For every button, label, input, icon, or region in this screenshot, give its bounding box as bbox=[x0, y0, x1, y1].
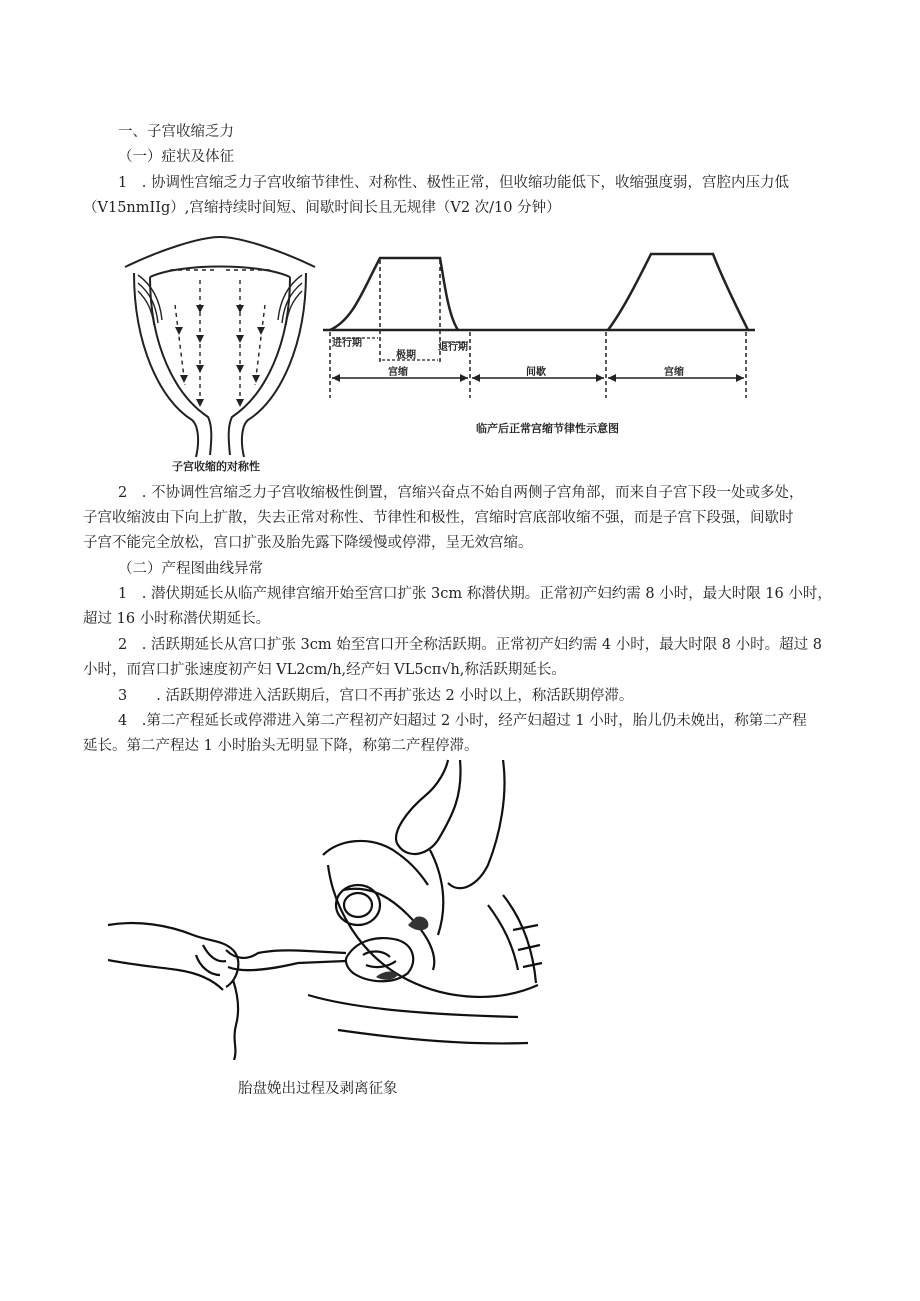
placenta-delivery-figure bbox=[108, 755, 548, 1060]
subheading-symptoms: （一）症状及体征 bbox=[118, 149, 234, 165]
uterus-symmetry-figure bbox=[120, 225, 320, 475]
paragraph-1-line-1: 1 . 协调性宫缩乏力子宫收缩节律性、对称性、极性正常，但收缩功能低下，收缩强度弱，宫腔内压力低 bbox=[118, 175, 789, 191]
label-peak: 极期 bbox=[396, 350, 416, 361]
placenta-caption-text: 胎盘娩出过程及剥离征象 bbox=[238, 1081, 398, 1097]
label-decrement: 退行期 bbox=[438, 342, 468, 353]
item-1-line-2: 超过 16 小时称潜伏期延长。 bbox=[83, 611, 271, 627]
item-2-line-1: 2 . 活跃期延长从宫口扩张 3cm 始至宫口开全称活跃期。正常初产妇约需 4 小时，最大时限 8 小时。超过 8 bbox=[118, 637, 822, 653]
contraction-rhythm-figure bbox=[318, 240, 763, 450]
paragraph-2-line-3: 子宫不能完全放松，宫口扩张及胎先露下降缓慢或停滞，呈无效宫缩。 bbox=[83, 535, 533, 551]
label-interval: 间歇 bbox=[526, 367, 546, 378]
label-contraction-2: 宫缩 bbox=[664, 367, 684, 378]
paragraph-2-line-1: 2 . 不协调性宫缩乏力子宫收缩极性倒置，宫缩兴奋点不始自两侧子宫角部，而来自子宫下段一处或多处， bbox=[118, 485, 804, 501]
item-3: 3 . 活跃期停滞进入活跃期后，宫口不再扩张达 2 小时以上，称活跃期停滞。 bbox=[118, 688, 634, 704]
item-4-line-1: 4 .第二产程延长或停滞进入第二产程初产妇超过 2 小时，经产妇超过 1 小时，胎儿仍未娩出，称第二产程 bbox=[118, 713, 807, 729]
uterus-caption: 子宫收缩的对称性 bbox=[172, 460, 260, 473]
item-4-line-2: 延长。第二产程达 1 小时胎头无明显下降，称第二产程停滞。 bbox=[83, 738, 479, 754]
subheading-partogram: （二）产程图曲线异常 bbox=[118, 561, 263, 577]
item-2-line-2: 小时，而宫口扩张速度初产妇 VL2cm/h,经产妇 VL5cπ√h,称活跃期延长。 bbox=[83, 662, 566, 678]
rhythm-caption: 临产后正常宫缩节律性示意图 bbox=[476, 422, 619, 435]
section-heading: 一、子宫收缩乏力 bbox=[118, 124, 234, 140]
paragraph-2-line-2: 子宫收缩波由下向上扩散，失去正常对称性、节律性和极性，宫缩时宫底部收缩不强，而是子宫下段强，间歇时 bbox=[83, 510, 794, 526]
item-1-line-1: 1 . 潜伏期延长从临产规律宫缩开始至宫口扩张 3cm 称潜伏期。正常初产妇约需 8 小时，最大时限 16 小时， bbox=[118, 586, 832, 602]
paragraph-1-line-2: （V15nmIIg）,宫缩持续时间短、间歇时间长且无规律（V2 次/10 分钟） bbox=[83, 200, 561, 216]
label-increment: 进行期 bbox=[332, 338, 362, 349]
label-contraction: 宫缩 bbox=[388, 367, 408, 378]
